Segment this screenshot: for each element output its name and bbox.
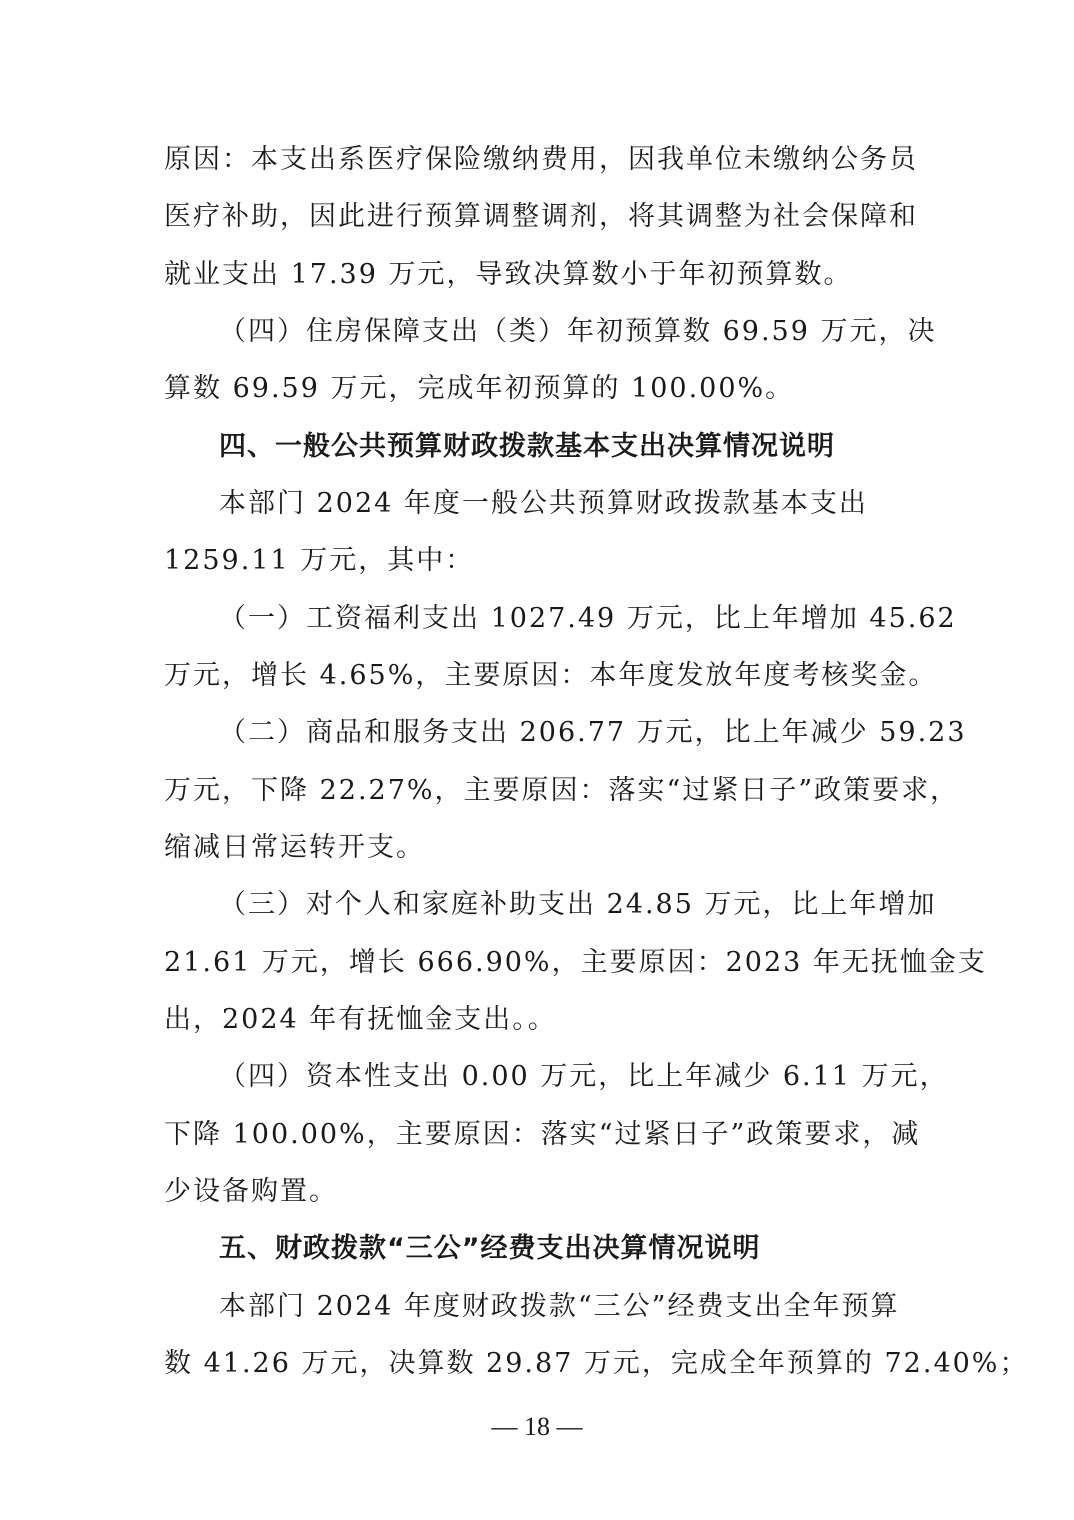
body-text-line: 万元，下降 22.27%，主要原因：落实“过紧日子”政策要求， bbox=[164, 775, 960, 806]
section-heading: 五、财政拨款“三公”经费支出决算情况说明 bbox=[219, 1233, 761, 1264]
body-text-line: 出，2024 年有抚恤金支出。。 bbox=[164, 1004, 557, 1035]
body-text-line: （三）对个人和家庭补助支出 24.85 万元，比上年增加 bbox=[219, 889, 937, 920]
section-heading: 四、一般公共预算财政拨款基本支出决算情况说明 bbox=[219, 431, 835, 462]
body-text-line: （一）工资福利支出 1027.49 万元，比上年增加 45.62 bbox=[219, 603, 957, 634]
body-text-line: 就业支出 17.39 万元，导致决算数小于年初预算数。 bbox=[164, 259, 853, 290]
body-text-line: 数 41.26 万元，决算数 29.87 万元，完成全年预算的 72.40%； bbox=[164, 1348, 1029, 1379]
body-text-line: 万元，增长 4.65%，主要原因：本年度发放年度考核奖金。 bbox=[164, 660, 938, 691]
body-text-line: 医疗补助，因此进行预算调整调剂，将其调整为社会保障和 bbox=[164, 201, 918, 232]
body-text-line: 原因：本支出系医疗保险缴纳费用，因我单位未缴纳公务员 bbox=[164, 144, 918, 175]
body-text-line: 本部门 2024 年度财政拨款“三公”经费支出全年预算 bbox=[219, 1291, 900, 1322]
body-text-line: （四）资本性支出 0.00 万元，比上年减少 6.11 万元， bbox=[219, 1061, 949, 1092]
body-text-line: 1259.11 万元，其中： bbox=[164, 545, 475, 576]
body-text-line: 本部门 2024 年度一般公共预算财政拨款基本支出 bbox=[219, 488, 868, 519]
page-number: — 18 — bbox=[491, 1412, 583, 1441]
body-text-line: 缩减日常运转开支。 bbox=[164, 832, 425, 863]
body-text-line: 下降 100.00%，主要原因：落实“过紧日子”政策要求，减 bbox=[164, 1119, 921, 1150]
body-text-line: （四）住房保障支出（类）年初预算数 69.59 万元，决 bbox=[219, 316, 937, 347]
body-text-line: 算数 69.59 万元，完成年初预算的 100.00%。 bbox=[164, 373, 795, 404]
body-text-line: 21.61 万元，增长 666.90%，主要原因：2023 年无抚恤金支 bbox=[164, 947, 987, 978]
body-text-line: （二）商品和服务支出 206.77 万元，比上年减少 59.23 bbox=[219, 717, 967, 748]
body-text-line: 少设备购置。 bbox=[164, 1176, 338, 1207]
